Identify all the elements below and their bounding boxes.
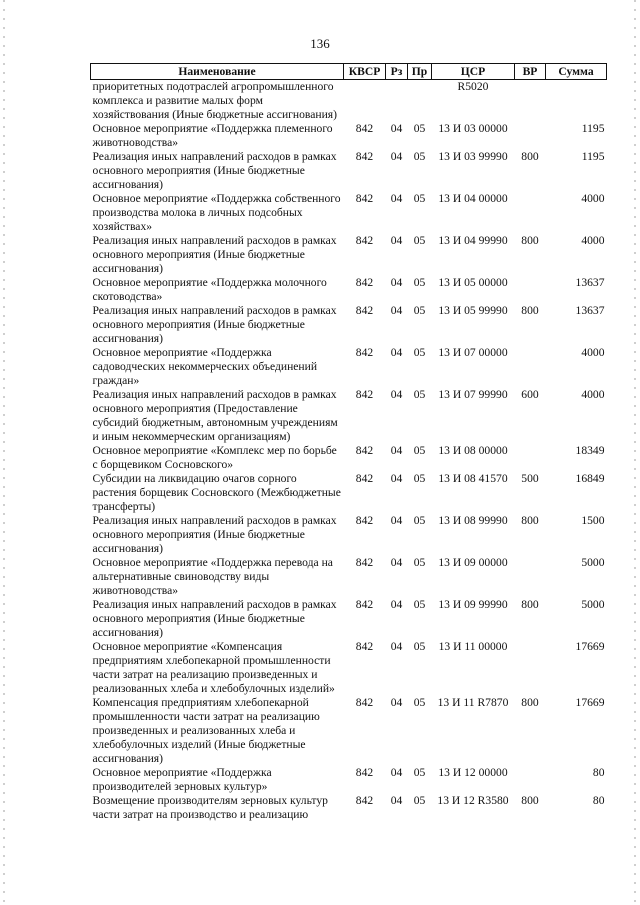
row-pr: 05 — [413, 234, 426, 247]
row-rz: 04 — [390, 276, 403, 289]
row-pr: 05 — [413, 192, 426, 205]
header-sum: Сумма — [546, 64, 607, 80]
row-sum: 17669 — [575, 640, 605, 653]
header-kvsr: КВСР — [344, 64, 386, 80]
row-vr — [515, 346, 546, 388]
row-rz: 04 — [390, 122, 403, 135]
row-vr — [515, 80, 546, 123]
row-sum: 18349 — [575, 444, 605, 457]
table-row — [91, 122, 607, 150]
row-vr — [515, 640, 546, 696]
row-kvsr: 842 — [355, 192, 374, 205]
row-kvsr: 842 — [355, 150, 374, 163]
table-row — [91, 192, 607, 234]
row-kvsr: 842 — [355, 766, 374, 779]
row-sum: 5000 — [581, 556, 605, 569]
row-csr: 13 И 05 99990 — [438, 304, 508, 317]
row-vr — [515, 444, 546, 472]
row-sum: 4000 — [581, 234, 605, 247]
table-row — [91, 444, 607, 472]
row-csr: 13 И 03 00000 — [438, 122, 508, 135]
row-pr: 05 — [413, 304, 426, 317]
table-row — [91, 598, 607, 640]
row-name: Основное мероприятие «Поддержка собственного производства молока в личных подсобных хозяйствах» — [92, 192, 341, 233]
row-sum: 16849 — [575, 472, 605, 485]
table-header-row — [91, 64, 607, 80]
row-rz: 04 — [390, 696, 403, 709]
row-pr: 05 — [413, 766, 426, 779]
row-vr — [515, 766, 546, 794]
row-csr: 13 И 08 99990 — [438, 514, 508, 527]
row-kvsr: 842 — [355, 794, 374, 807]
row-pr: 05 — [413, 472, 426, 485]
row-sum: 4000 — [581, 346, 605, 359]
row-csr: 13 И 07 99990 — [438, 388, 508, 401]
row-kvsr — [344, 80, 386, 123]
row-kvsr: 842 — [355, 514, 374, 527]
row-kvsr: 842 — [355, 346, 374, 359]
scan-edge-left — [3, 0, 5, 905]
row-vr: 600 — [521, 388, 539, 401]
row-sum: 80 — [592, 766, 605, 779]
row-sum — [546, 80, 607, 123]
row-csr: 13 И 05 00000 — [438, 276, 508, 289]
row-rz: 04 — [390, 192, 403, 205]
table-row — [91, 234, 607, 276]
row-csr: 13 И 11 00000 — [438, 640, 508, 653]
row-csr: 13 И 09 00000 — [438, 556, 508, 569]
row-name: Реализация иных направлений расходов в рамках основного мероприятия (Иные бюджетные ассигнования) — [92, 304, 337, 345]
row-csr: 13 И 11 R7870 — [437, 696, 509, 709]
row-csr: 13 И 04 00000 — [438, 192, 508, 205]
row-name: Реализация иных направлений расходов в рамках основного мероприятия (Иные бюджетные ассигнования) — [92, 234, 337, 275]
row-kvsr: 842 — [355, 696, 374, 709]
row-kvsr: 842 — [355, 640, 374, 653]
row-rz: 04 — [390, 556, 403, 569]
page-number: 136 — [310, 36, 330, 51]
row-kvsr: 842 — [355, 598, 374, 611]
row-vr — [515, 556, 546, 598]
row-name: Реализация иных направлений расходов в рамках основного мероприятия (Иные бюджетные ассигнования) — [92, 150, 337, 191]
header-pr: Пр — [408, 64, 432, 80]
row-rz: 04 — [390, 346, 403, 359]
header-vr: ВР — [515, 64, 546, 80]
row-vr: 800 — [521, 304, 539, 317]
table-body — [91, 80, 607, 823]
row-rz: 04 — [390, 794, 403, 807]
table-row — [91, 766, 607, 794]
row-rz: 04 — [390, 640, 403, 653]
row-rz: 04 — [390, 304, 403, 317]
row-rz: 04 — [390, 234, 403, 247]
row-vr — [515, 192, 546, 234]
row-rz: 04 — [390, 598, 403, 611]
table-row — [91, 640, 607, 696]
table-row — [91, 556, 607, 598]
table-row — [91, 276, 607, 304]
row-name: приоритетных подотраслей агропромышленного комплекса и развитие малых форм хозяйствования (Иные бюджетные ассигнования) — [92, 80, 337, 121]
row-csr: 13 И 07 00000 — [438, 346, 508, 359]
table-row — [91, 794, 607, 822]
row-csr: 13 И 08 00000 — [438, 444, 508, 457]
row-kvsr: 842 — [355, 122, 374, 135]
row-vr — [515, 122, 546, 150]
budget-table — [90, 63, 607, 822]
row-csr: 13 И 03 99990 — [438, 150, 508, 163]
header-csr: ЦСР — [432, 64, 515, 80]
header-rz: Рз — [386, 64, 408, 80]
header-name: Наименование — [91, 64, 344, 80]
row-pr: 05 — [413, 388, 426, 401]
row-pr: 05 — [413, 640, 426, 653]
row-pr: 05 — [413, 276, 426, 289]
row-sum: 80 — [592, 794, 605, 807]
row-kvsr: 842 — [355, 472, 374, 485]
row-kvsr: 842 — [355, 276, 374, 289]
row-name: Основное мероприятие «Поддержка племенного животноводства» — [92, 122, 333, 149]
row-vr: 800 — [521, 794, 539, 807]
table-row — [91, 388, 607, 444]
row-rz: 04 — [390, 766, 403, 779]
scan-edge-right — [634, 0, 636, 905]
row-vr: 800 — [521, 150, 539, 163]
table-row — [91, 80, 607, 123]
row-name: Основное мероприятие «Компенсация предприятиям хлебопекарной промышленности части затрат на реализацию произведенных и реализованных хлеба и хлебобулочных изделий» — [92, 640, 335, 695]
table-row — [91, 472, 607, 514]
row-vr — [515, 276, 546, 304]
row-name: Реализация иных направлений расходов в рамках основного мероприятия (Иные бюджетные ассигнования) — [92, 514, 337, 555]
row-vr: 500 — [521, 472, 539, 485]
row-sum: 5000 — [581, 598, 605, 611]
row-sum: 1195 — [581, 122, 605, 135]
row-kvsr: 842 — [355, 388, 374, 401]
row-rz: 04 — [390, 472, 403, 485]
row-rz: 04 — [390, 388, 403, 401]
row-pr — [408, 80, 432, 123]
table-row — [91, 514, 607, 556]
row-sum: 1500 — [581, 514, 605, 527]
row-name: Субсидии на ликвидацию очагов сорного растения борщевик Сосновского (Межбюджетные трансферты) — [92, 472, 341, 513]
row-name: Реализация иных направлений расходов в рамках основного мероприятия (Предоставление субсидий бюджетным, автономным учреждениям и иным некоммерческим организациям) — [92, 388, 338, 443]
row-csr: 13 И 09 99990 — [438, 598, 508, 611]
row-sum: 13637 — [575, 276, 605, 289]
row-name: Основное мероприятие «Поддержка перевода на альтернативные свиноводству виды животноводства» — [92, 556, 333, 597]
row-pr: 05 — [413, 122, 426, 135]
row-pr: 05 — [413, 794, 426, 807]
row-name: Основное мероприятие «Поддержка производителей зерновых культур» — [92, 766, 272, 793]
row-vr: 800 — [521, 234, 539, 247]
row-sum: 17669 — [575, 696, 605, 709]
row-name: Основное мероприятие «Поддержка садоводческих некоммерческих объединений граждан» — [92, 346, 318, 387]
row-csr: R5020 — [457, 80, 489, 93]
table-row — [91, 696, 607, 766]
row-pr: 05 — [413, 598, 426, 611]
row-rz: 04 — [390, 150, 403, 163]
row-kvsr: 842 — [355, 556, 374, 569]
row-name: Компенсация предприятиям хлебопекарной промышленности части затрат на реализацию произведенных и реализованных хлеба и хлебобулочных изделий (Иные бюджетные ассигнования) — [92, 696, 320, 765]
row-csr: 13 И 08 41570 — [438, 472, 508, 485]
row-name: Основное мероприятие «Комплекс мер по борьбе с борщевиком Сосновского» — [92, 444, 337, 471]
row-pr: 05 — [413, 346, 426, 359]
row-rz — [386, 80, 408, 123]
row-vr: 800 — [521, 598, 539, 611]
row-sum: 4000 — [581, 388, 605, 401]
table-row — [91, 150, 607, 192]
row-name: Основное мероприятие «Поддержка молочного скотоводства» — [92, 276, 327, 303]
row-sum: 4000 — [581, 192, 605, 205]
row-sum: 1195 — [581, 150, 605, 163]
row-kvsr: 842 — [355, 444, 374, 457]
row-rz: 04 — [390, 444, 403, 457]
table-row — [91, 304, 607, 346]
table-row — [91, 346, 607, 388]
row-pr: 05 — [413, 696, 426, 709]
row-pr: 05 — [413, 514, 426, 527]
row-csr: 13 И 12 R3580 — [437, 794, 509, 807]
row-vr: 800 — [521, 514, 539, 527]
row-sum: 13637 — [575, 304, 605, 317]
row-pr: 05 — [413, 556, 426, 569]
row-name: Возмещение производителям зерновых культур части затрат на производство и реализацию — [92, 794, 328, 821]
row-name: Реализация иных направлений расходов в рамках основного мероприятия (Иные бюджетные ассигнования) — [92, 598, 337, 639]
row-csr: 13 И 12 00000 — [438, 766, 508, 779]
row-pr: 05 — [413, 444, 426, 457]
row-vr: 800 — [521, 696, 539, 709]
row-rz: 04 — [390, 514, 403, 527]
row-kvsr: 842 — [355, 304, 374, 317]
row-pr: 05 — [413, 150, 426, 163]
row-csr: 13 И 04 99990 — [438, 234, 508, 247]
row-kvsr: 842 — [355, 234, 374, 247]
